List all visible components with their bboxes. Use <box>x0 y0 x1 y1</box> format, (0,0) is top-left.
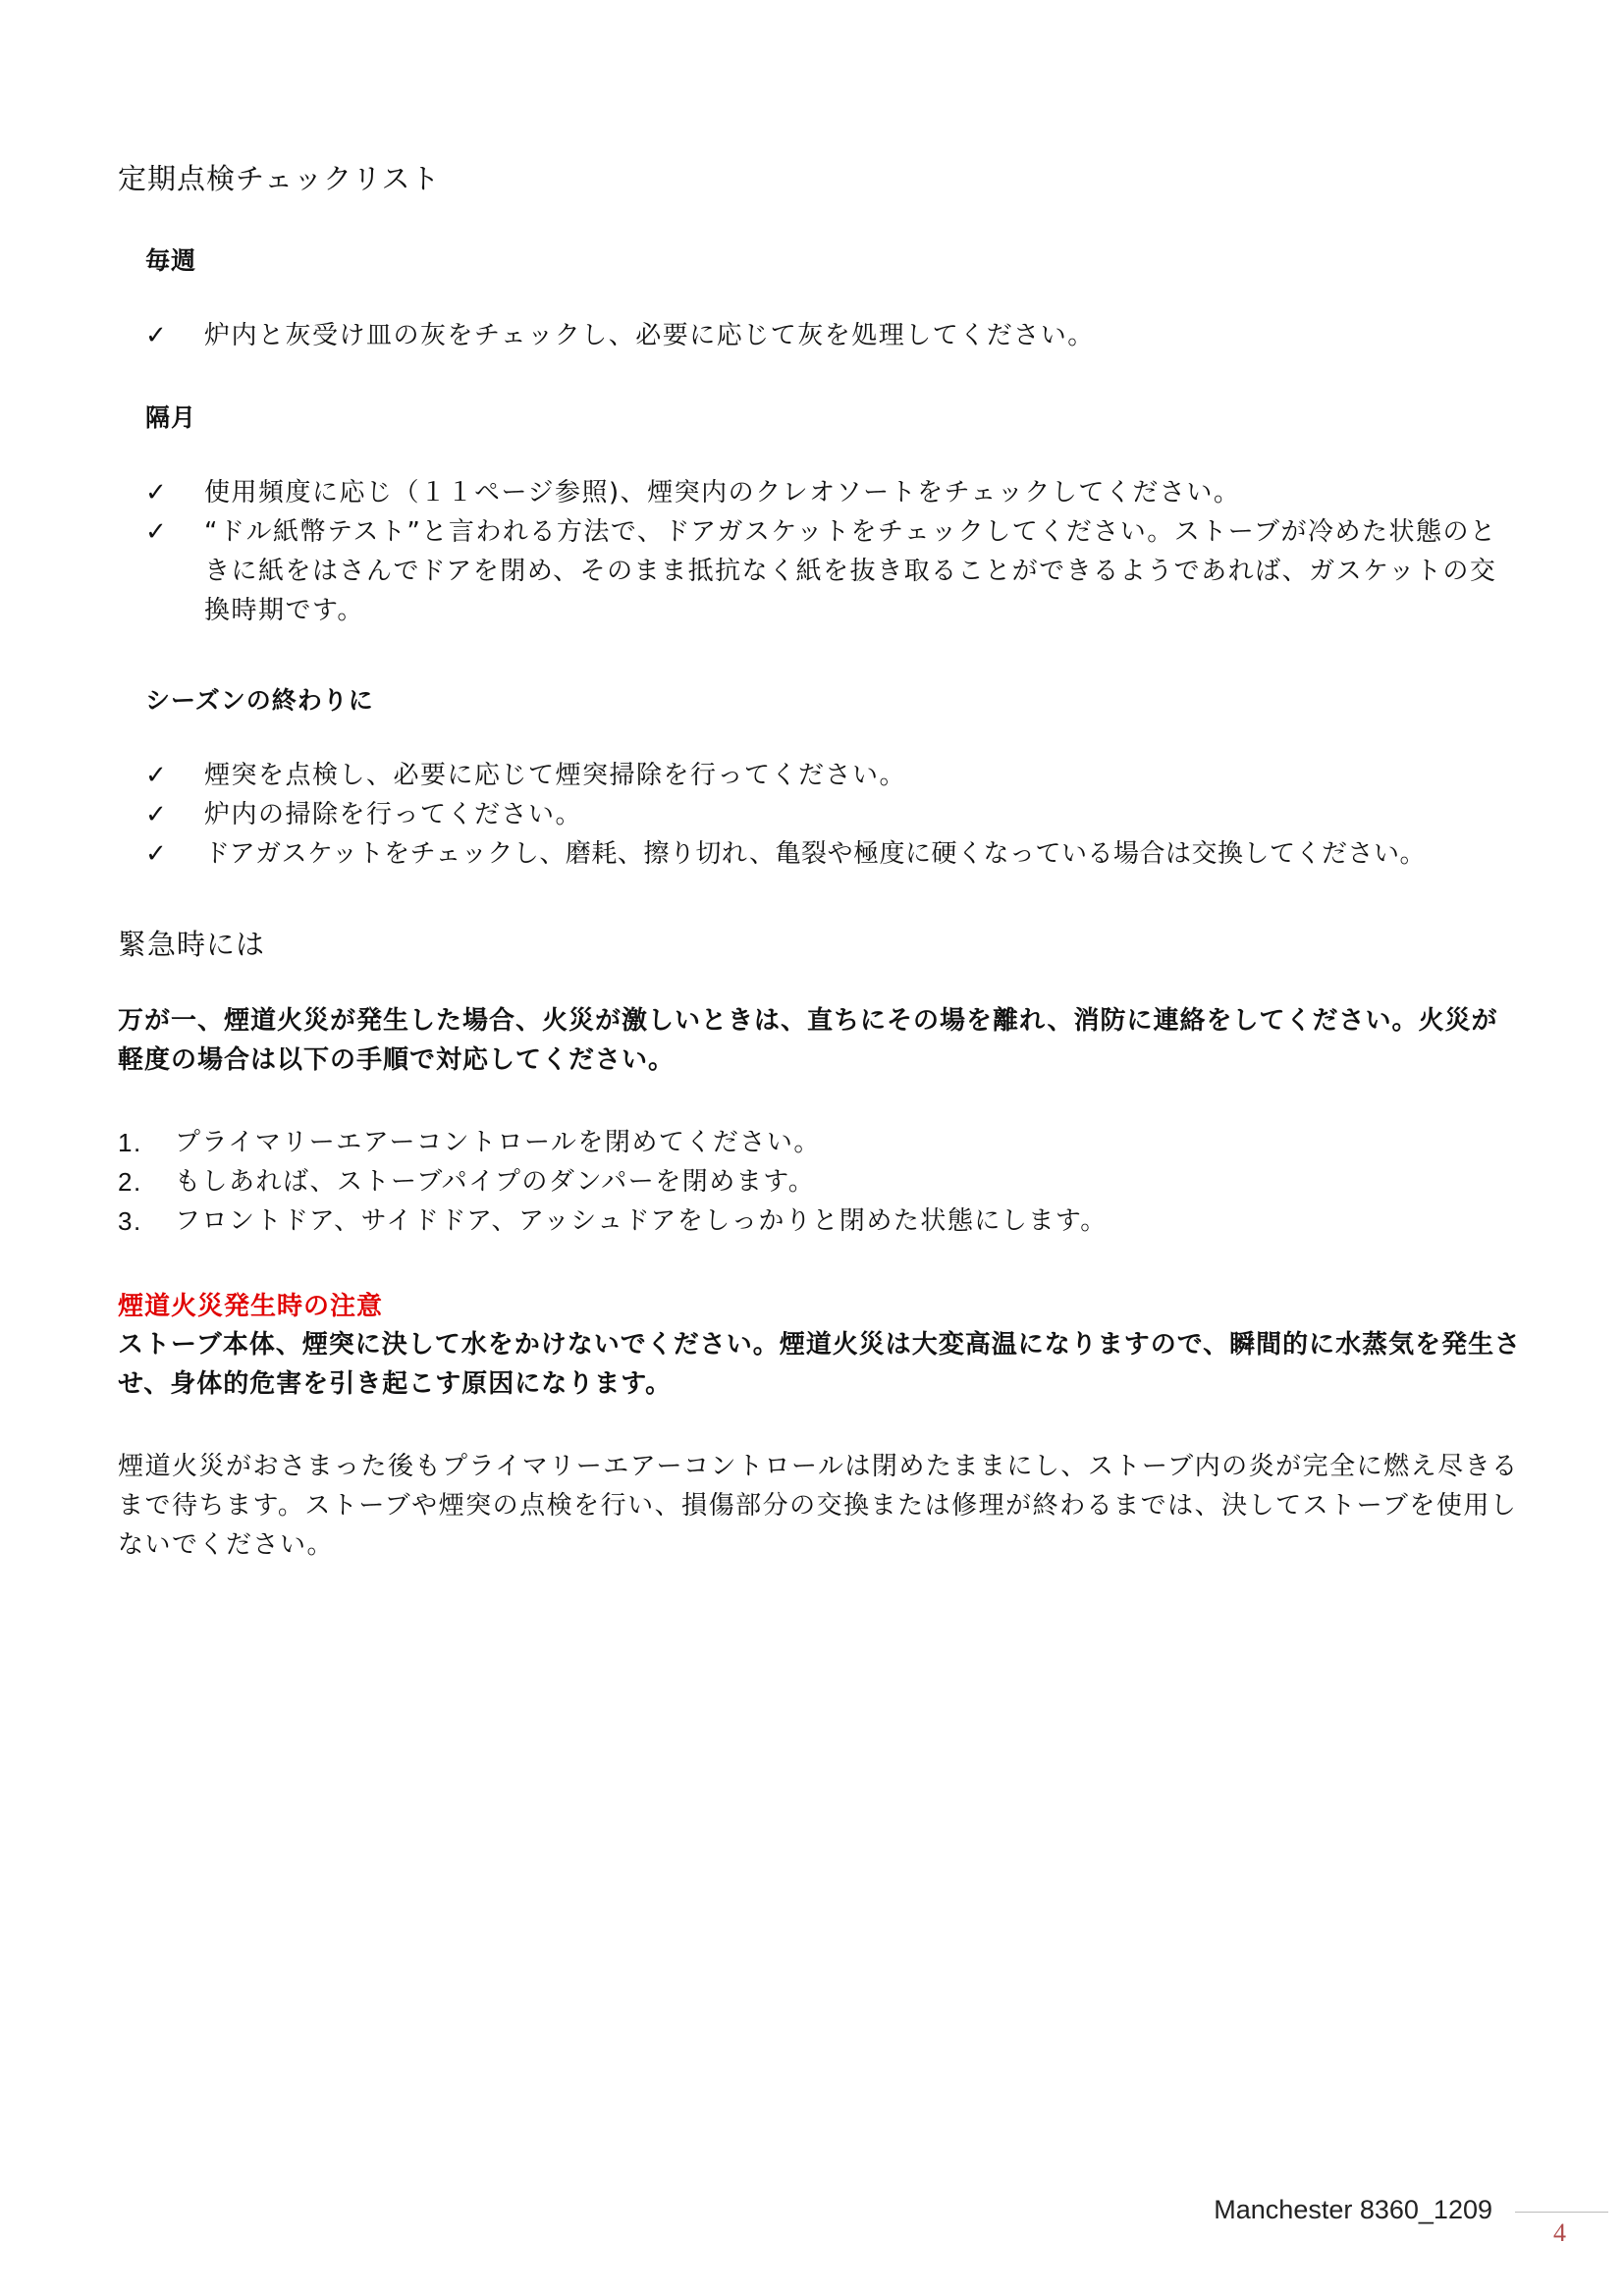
warning-heading: 煙道火災発生時の注意 <box>118 1292 384 1321</box>
step-text: フロントドア、サイドドア、アッシュドアをしっかりと閉めた状態にします。 <box>175 1206 1108 1236</box>
list-item <box>145 756 1520 795</box>
checkmark-icon: ✓ <box>145 478 169 507</box>
weekly-list <box>145 316 1520 355</box>
list-item <box>118 1123 1512 1162</box>
list-item <box>145 795 1520 834</box>
page-number: 4 <box>1553 2218 1566 2247</box>
warning-text: ストーブ本体、煙突に決して水をかけないでください。煙道火災は大変高温になりますので、瞬間的に水蒸気を発生させ、身体的危害を引き起こす原因になります。 <box>118 1330 1522 1399</box>
checkmark-icon: ✓ <box>145 761 169 790</box>
bimonthly-list <box>145 473 1520 630</box>
list-item <box>118 1201 1512 1241</box>
emergency-steps <box>118 1123 1512 1241</box>
step-text: もしあれば、ストーブパイプのダンパーを閉めます。 <box>175 1167 816 1197</box>
checkmark-icon: ✓ <box>145 839 169 869</box>
after-fire-text: 煙道火災がおさまった後もプライマリーエアーコントロールは閉めたままにし、ストーブ内の炎が完全に燃え尽きるまで待ちます。ストーブや煙突の点検を行い、損傷部分の交換または修理が終わるまでは、決してストーブを使用しないでください。 <box>118 1452 1519 1560</box>
list-item-text: 使用頻度に応じ（１１ページ参照)、煙突内のクレオソートをチェックしてください。 <box>204 478 1241 507</box>
step-text: プライマリーエアーコントロールを閉めてください。 <box>175 1128 821 1157</box>
list-item <box>118 1162 1512 1201</box>
list-item-text: 煙突を点検し、必要に応じて煙突掃除を行ってください。 <box>204 761 907 790</box>
weekly-heading: 毎週 <box>145 246 197 275</box>
list-item-text: “ドル紙幣テスト”と言われる方法で、ドアガスケットをチェックしてください。ストーブが冷めた状態のときに紙をはさんでドアを閉め、そのまま抵抗なく紙を抜き取ることができるようであれば、ガスケットの交換時期です。 <box>204 517 1497 625</box>
list-item-text: 炉内の掃除を行ってください。 <box>204 800 583 829</box>
step-number: 2. <box>118 1167 142 1197</box>
list-item <box>145 473 1520 512</box>
end-of-season-list <box>145 756 1520 874</box>
checkmark-icon: ✓ <box>145 800 169 829</box>
footer-divider <box>1515 2212 1608 2213</box>
list-item <box>145 512 1520 630</box>
bimonthly-heading: 隔月 <box>145 403 197 432</box>
list-item-text: ドアガスケットをチェックし、磨耗、擦り切れ、亀裂や極度に硬くなっている場合は交換してください。 <box>204 839 1426 869</box>
emergency-intro: 万が一、煙道火災が発生した場合、火災が激しいときは、直ちにその場を離れ、消防に連絡をしてください。火災が軽度の場合は以下の手順で対応してください。 <box>118 1006 1498 1075</box>
emergency-title: 緊急時には <box>118 928 266 961</box>
checklist-title: 定期点検チェックリスト <box>118 162 441 195</box>
checkmark-icon: ✓ <box>145 517 169 547</box>
step-number: 3. <box>118 1206 142 1236</box>
footer-doc-id: Manchester 8360_1209 <box>1214 2195 1492 2224</box>
step-number: 1. <box>118 1128 142 1157</box>
end-of-season-heading: シーズンの終わりに <box>145 686 374 715</box>
list-item-text: 炉内と灰受け皿の灰をチェックし、必要に応じて灰を処理してください。 <box>204 321 1095 350</box>
list-item <box>145 316 1520 355</box>
checkmark-icon: ✓ <box>145 321 169 350</box>
list-item <box>145 834 1520 874</box>
